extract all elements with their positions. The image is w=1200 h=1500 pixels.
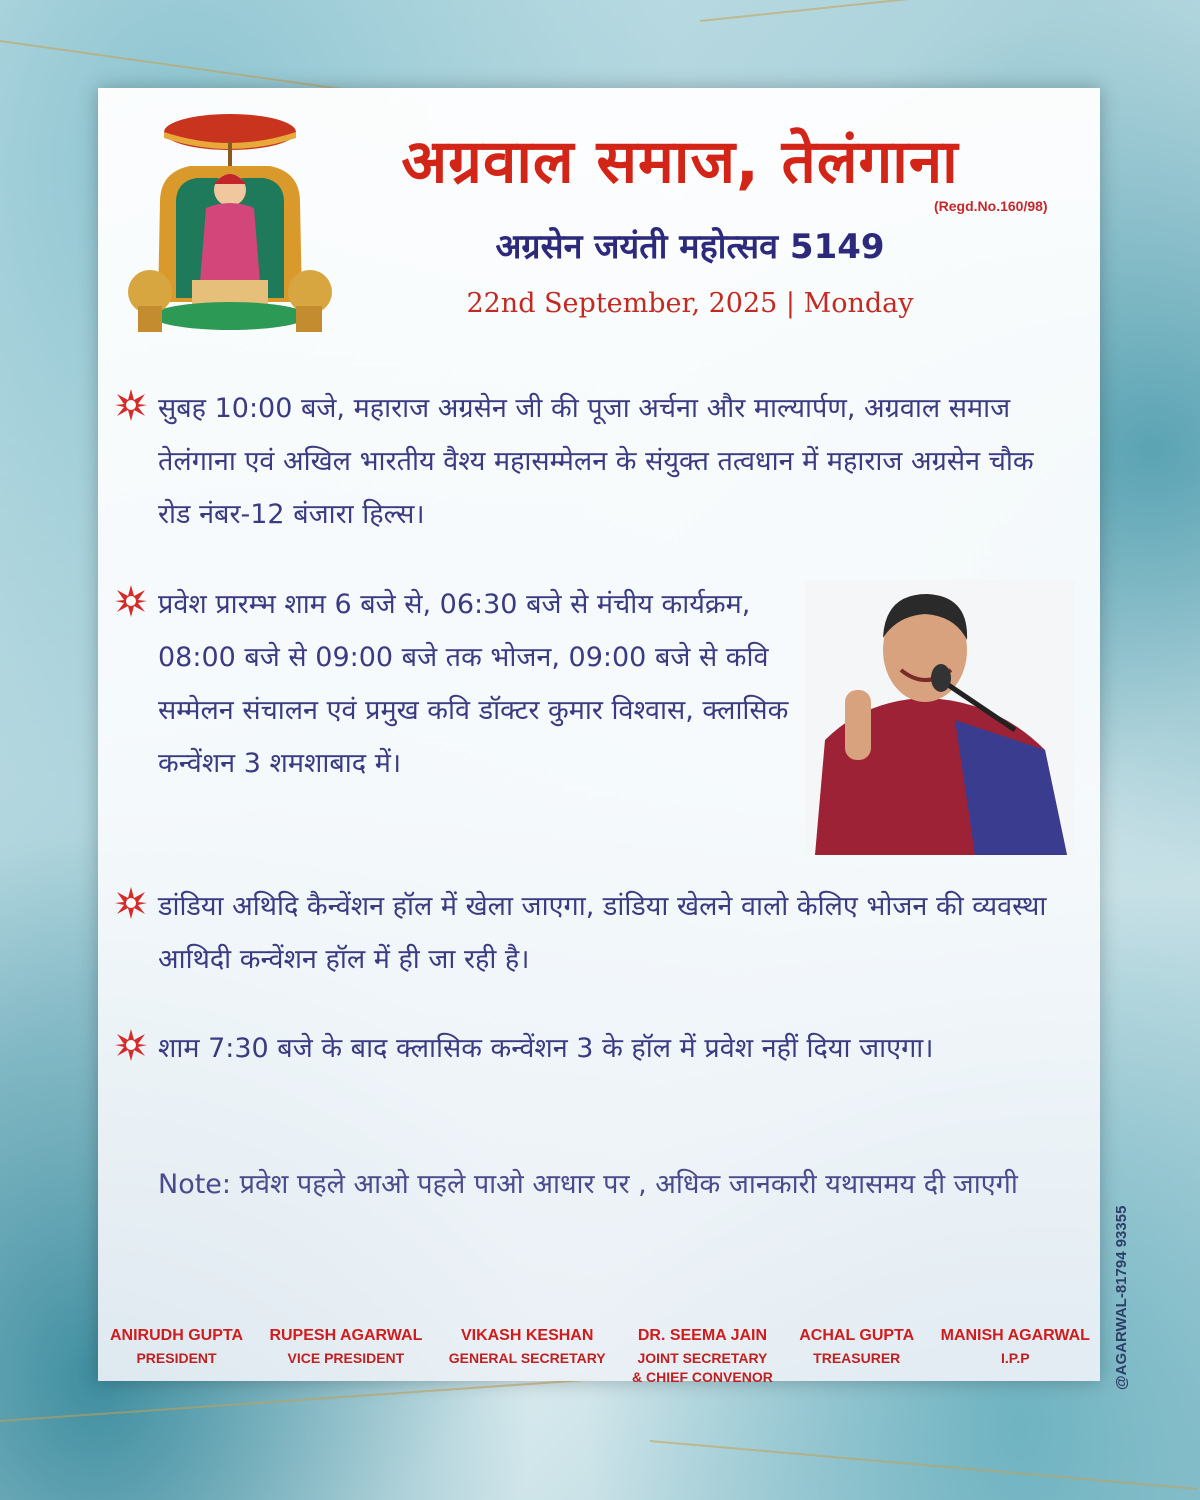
officer-role: PRESIDENT (136, 1350, 217, 1366)
organization-title: अग्रवाल समाज, तेलंगाना (401, 127, 959, 197)
officer-role: GENERAL SECRETARY (448, 1350, 606, 1366)
registration-number: (Regd.No.160/98) (934, 198, 1048, 214)
officer-name: RUPESH AGARWAL (269, 1327, 423, 1344)
star-burst-icon (114, 388, 148, 422)
star-burst-icon (114, 1028, 148, 1062)
officer-name: VIKASH KESHAN (460, 1327, 594, 1344)
officer (449, 1327, 606, 1387)
note-text: Note: प्रवेश पहले आओ पहले पाओ आधार पर , अधिक जानकारी यथासमय दी जाएगी (158, 1169, 1018, 1200)
bullet-item (114, 1022, 1074, 1075)
star-burst-icon (114, 584, 148, 618)
officer (110, 1327, 243, 1387)
officer-name: DR. SEEMA JAIN (637, 1327, 768, 1344)
bullet-text: डांडिया अथिदि कैन्वेंशन हॉल में खेला जाएगा, डांडिया खेलने वालो केलिए भोजन की व्यवस्था आथिदी कन्वेंशन हॉल में ही जा रही है। (158, 891, 1047, 975)
social-handle: @AGARWAL-81794 93355 (1113, 1205, 1130, 1390)
officers-list (110, 1327, 1090, 1387)
officer-role: JOINT SECRETARY & CHIEF CONVENOR (632, 1350, 773, 1385)
officer-role: VICE PRESIDENT (287, 1350, 405, 1366)
event-subtitle: अग्रसेन जयंती महोत्सव 5149 (495, 227, 885, 267)
event-date: 22nd September, 2025 | Monday (466, 288, 914, 319)
bullet-text: शाम 7:30 बजे के बाद क्लासिक कन्वेंशन 3 के हॉल में प्रवेश नहीं दिया जाएगा। (158, 1033, 934, 1064)
officer-name: ANIRUDH GUPTA (110, 1327, 244, 1344)
officer (632, 1327, 773, 1387)
poet-photo (805, 580, 1075, 855)
bullet-item (114, 880, 1074, 986)
star-burst-icon (114, 886, 148, 920)
officer-role: TREASURER (813, 1350, 901, 1366)
bullet-item (114, 578, 804, 790)
marble-vein (650, 1440, 1198, 1490)
bullet-text: प्रवेश प्रारम्भ शाम 6 बजे से, 06:30 बजे से मंचीय कार्यक्रम, 08:00 बजे से 09:00 बजे तक भोजन, 09:00 बजे से कवि सम्मेलन संचालन एवं प्रमुख कवि डॉक्टर कुमार विश्वास, क्लासिक कन्वेंशन 3 शमशाबाद में। (158, 589, 789, 779)
bullet-item (114, 382, 1074, 541)
officer-name: ACHAL GUPTA (799, 1327, 915, 1344)
officer (941, 1327, 1090, 1387)
marble-vein (700, 0, 1197, 22)
officer (269, 1327, 422, 1387)
officer (799, 1327, 914, 1387)
bullet-text: सुबह 10:00 बजे, महाराज अग्रसेन जी की पूजा अर्चना और माल्यार्पण, अग्रवाल समाज तेलंगाना एवं अखिल भारतीय वैश्य महासम्मेलन के संयुक्त तत्वधान में महाराज अग्रसेन चौक रोड नंबर-12 बंजारा हिल्स। (158, 393, 1034, 530)
officer-name: MANISH AGARWAL (940, 1327, 1090, 1344)
officer-role: I.P.P (1001, 1350, 1030, 1366)
